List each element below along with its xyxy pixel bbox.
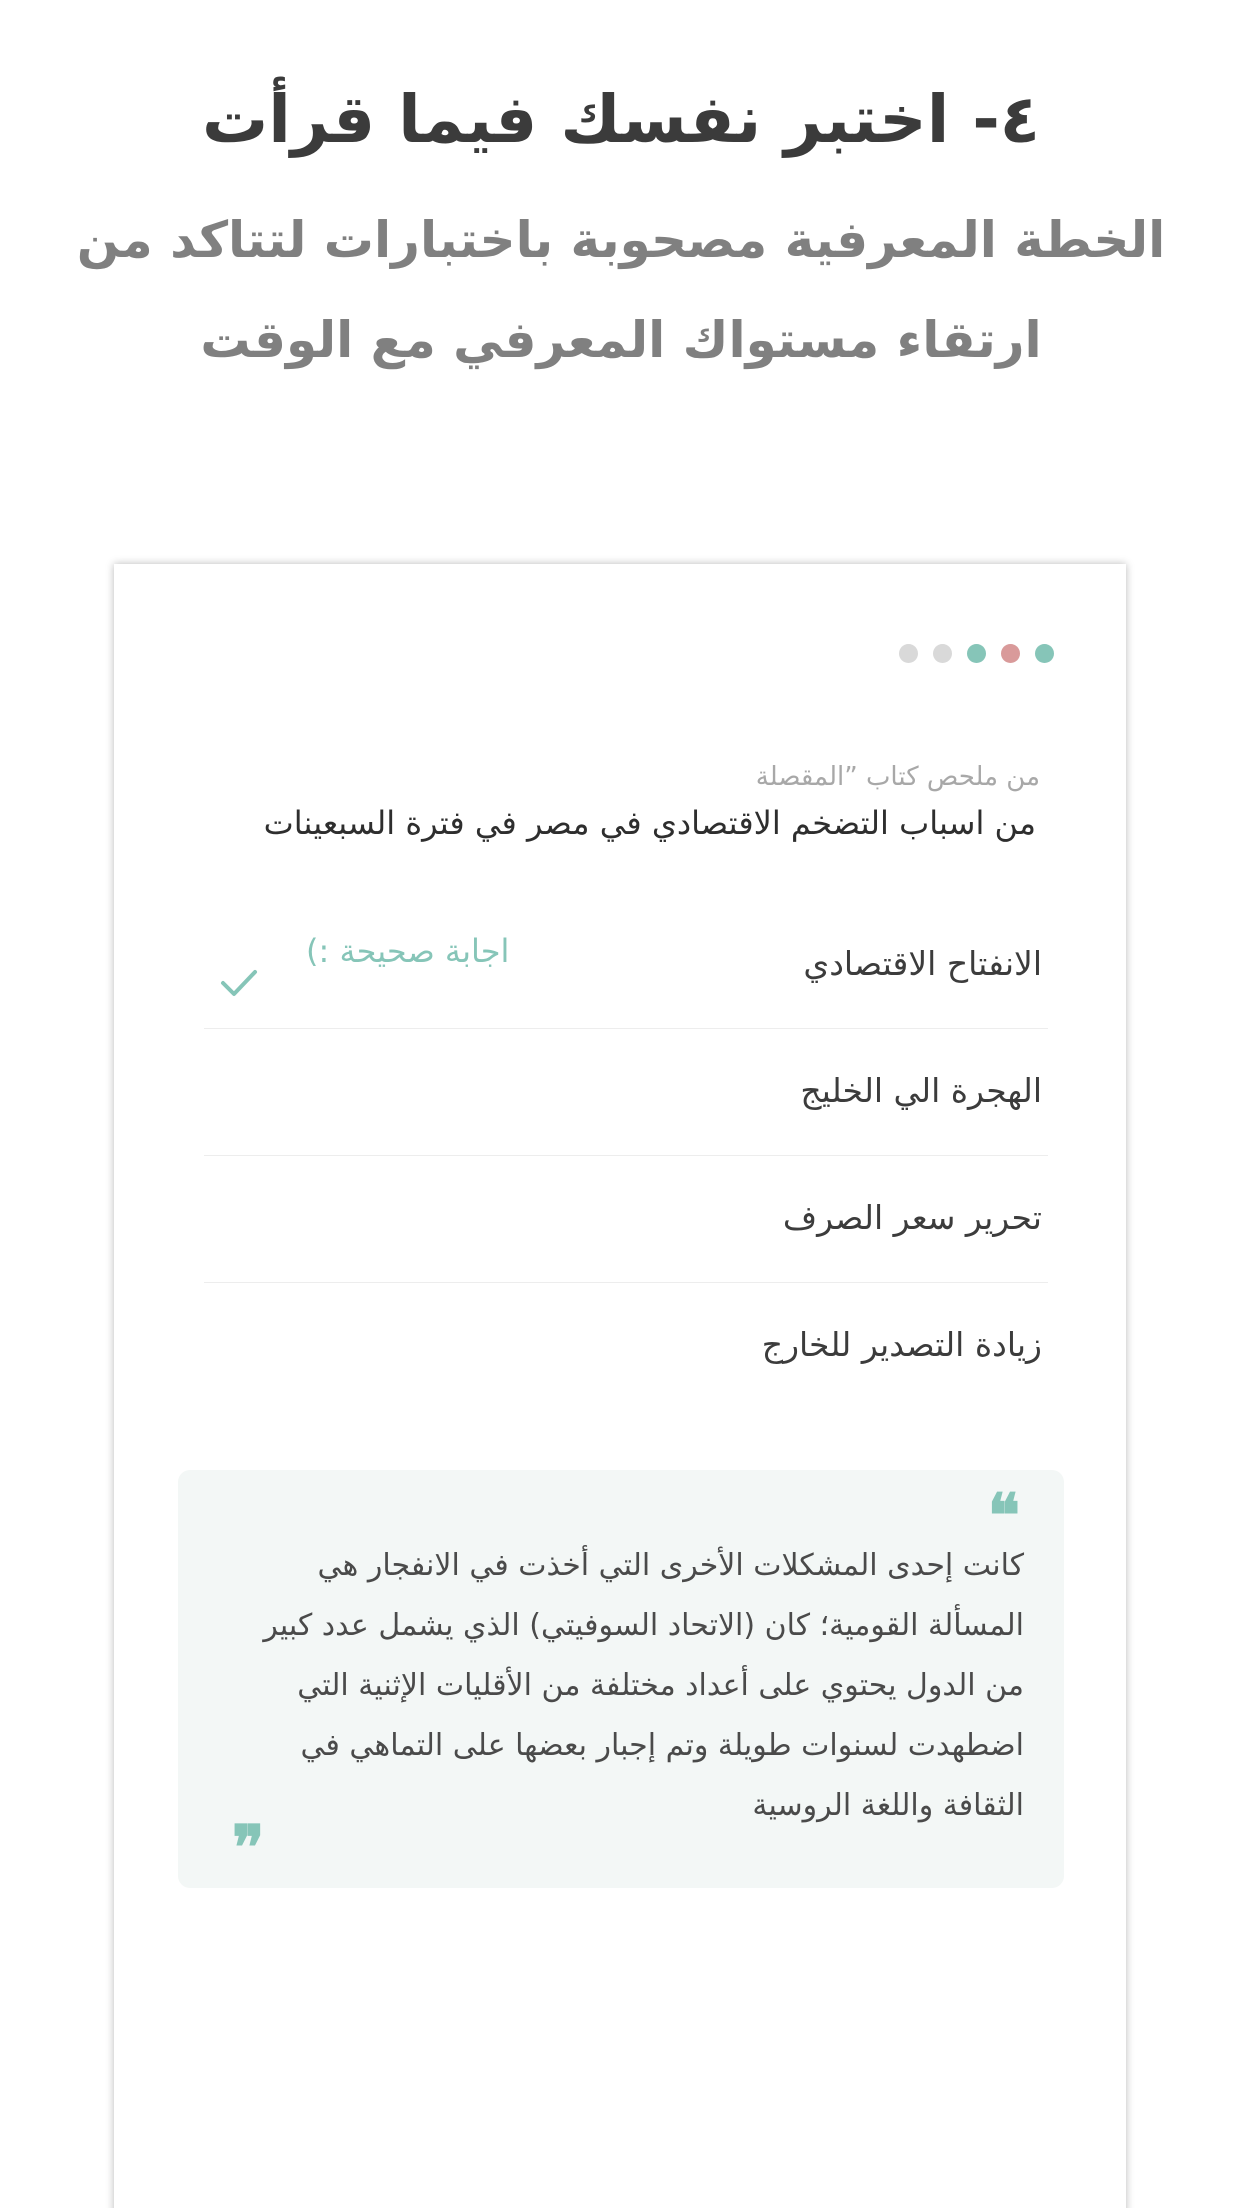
- progress-dot: [1035, 644, 1054, 663]
- check-icon: [220, 968, 258, 998]
- quiz-card: [114, 564, 1126, 2208]
- quote-text: كانت إحدى المشكلات الأخرى التي أخذت في الانفجار هي المسألة القومية؛ كان (الاتحاد السوفيتي) الذي يشمل عدد كبير من الدول يحتوي على أعداد مختلفة من الأقليات الإثنية التي اضطهدت لسنوات طويلة وتم إجبار بعضها على التماهي في الثقافة واللغة الروسية: [263, 1548, 1024, 1823]
- progress-dot: [933, 644, 952, 663]
- answer-option-label: الانفتاح الاقتصادي: [803, 944, 1042, 983]
- answer-option-label: زيادة التصدير للخارج: [761, 1325, 1042, 1364]
- quote-box: [178, 1470, 1064, 1888]
- quote-close-icon: ❞: [232, 1813, 265, 1883]
- page-subtitle: الخطة المعرفية مصحوبة باختبارات لتتاكد من ارتقاء مستواك المعرفي مع الوقت: [76, 211, 1166, 369]
- question-text: من اسباب التضخم الاقتصادي في مصر في فترة السبعينات: [263, 804, 1036, 842]
- answer-options: [204, 902, 1048, 1409]
- answer-option-label: الهجرة الي الخليج: [800, 1071, 1042, 1110]
- answer-feedback: اجابة صحيحة :): [306, 932, 510, 970]
- answer-option[interactable]: [204, 1283, 1048, 1409]
- progress-dot: [967, 644, 986, 663]
- progress-dot: [1001, 644, 1020, 663]
- progress-dot: [899, 644, 918, 663]
- answer-option[interactable]: [204, 1156, 1048, 1283]
- answer-option-correct[interactable]: [204, 902, 1048, 1029]
- question-source: من ملحص كتاب ”المقصلة: [755, 762, 1040, 792]
- page-title: ٤- اختبر نفسك فيما قرأت: [201, 81, 1041, 158]
- quote-open-icon: ❝: [987, 1481, 1020, 1551]
- progress-dots: [899, 644, 1054, 663]
- answer-option-label: تحرير سعر الصرف: [782, 1198, 1042, 1237]
- answer-option[interactable]: [204, 1029, 1048, 1156]
